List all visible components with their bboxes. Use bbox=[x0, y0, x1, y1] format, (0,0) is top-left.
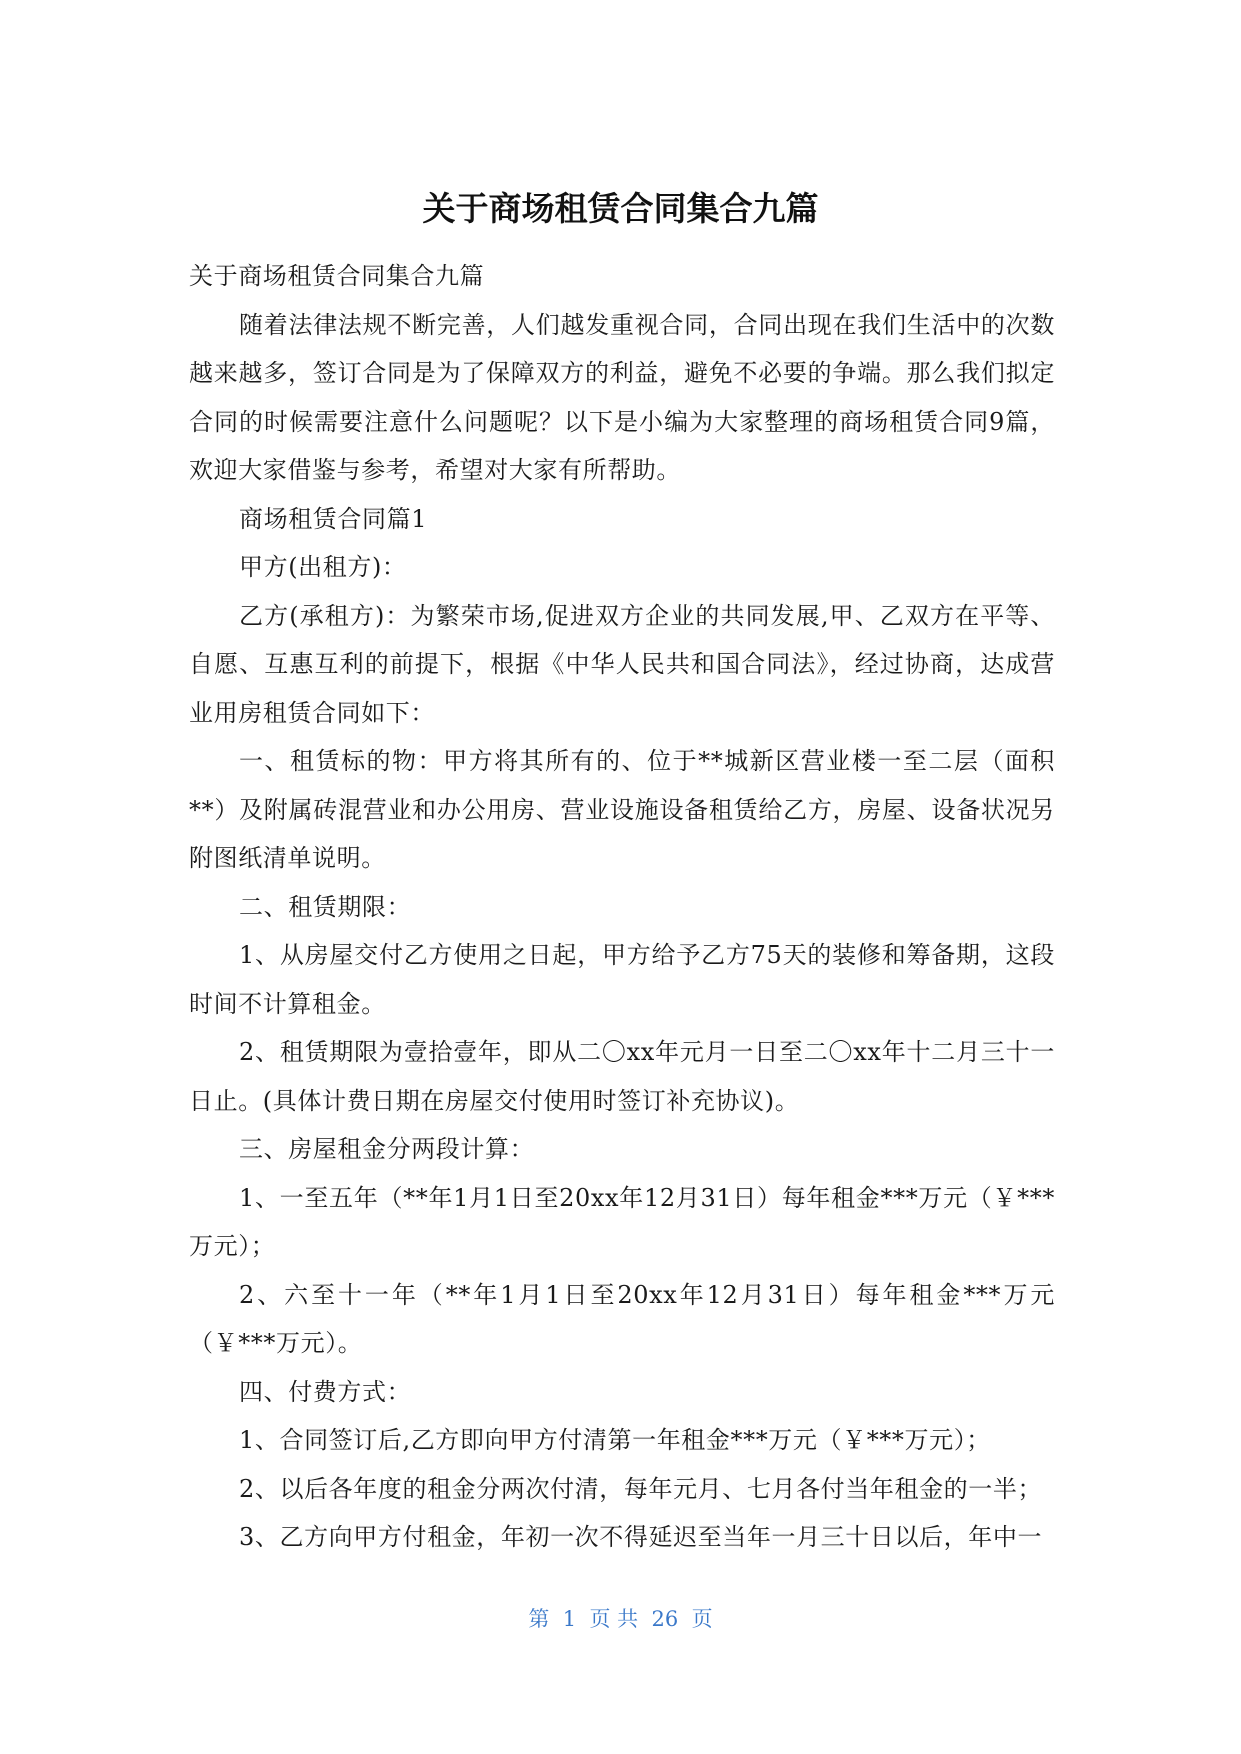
paragraph: 二、租赁期限： bbox=[239, 892, 412, 921]
document-title: 关于商场租赁合同集合九篇 bbox=[422, 189, 819, 228]
paragraph: 四、付费方式： bbox=[239, 1377, 412, 1406]
paragraph: 甲方(出租方)： bbox=[239, 553, 407, 581]
paragraph: 三、房屋租金分两段计算： bbox=[239, 1135, 535, 1163]
paragraph: 1、从房屋交付乙方使用之日起，甲方给予乙方75天的装修和筹备期，这段时间不计算租金。 bbox=[189, 941, 1055, 1018]
paragraph: 一、租赁标的物：甲方将其所有的、位于**城新区营业楼一至二层（面积**）及附属砖混营业和办公用房、营业设施设备租赁给乙方，房屋、设备状况另附图纸清单说明。 bbox=[189, 747, 1055, 872]
paragraph: 关于商场租赁合同集合九篇 bbox=[189, 262, 485, 290]
paragraph: 1、合同签订后,乙方即向甲方付清第一年租金***万元（￥***万元）； bbox=[239, 1426, 991, 1454]
page-number-footer: 第 1 页 共 26 页 bbox=[528, 1607, 713, 1631]
document-body bbox=[189, 252, 1055, 1562]
paragraph: 随着法律法规不断完善，人们越发重视合同，合同出现在我们生活中的次数越来越多，签订合同是为了保障双方的利益，避免不必要的争端。那么我们拟定合同的时候需要注意什么问题呢？以下是小编为大家整理的商场租赁合同9篇，欢迎大家借鉴与参考，希望对大家有所帮助。 bbox=[189, 310, 1055, 484]
paragraph: 3、乙方向甲方付租金，年初一次不得延迟至当年一月三十日以后，年中一 bbox=[239, 1523, 1043, 1551]
paragraph: 乙方(承租方)：为繁荣市场,促进双方企业的共同发展,甲、乙双方在平等、自愿、互惠互利的前提下，根据《中华人民共和国合同法》，经过协商，达成营业用房租赁合同如下： bbox=[189, 601, 1055, 727]
section-heading: 商场租赁合同篇1 bbox=[239, 504, 428, 533]
paragraph: 2、以后各年度的租金分两次付清，每年元月、七月各付当年租金的一半； bbox=[239, 1474, 1043, 1503]
paragraph: 2、六至十一年（**年1月1日至20xx年12月31日）每年租金***万元（￥***万元）。 bbox=[189, 1280, 1055, 1357]
paragraph: 1、一至五年（**年1月1日至20xx年12月31日）每年租金***万元（￥***万元）； bbox=[189, 1183, 1055, 1260]
paragraph: 2、租赁期限为壹拾壹年，即从二〇xx年元月一日至二〇xx年十二月三十一日止。(具体计费日期在房屋交付使用时签订补充协议)。 bbox=[189, 1038, 1055, 1115]
